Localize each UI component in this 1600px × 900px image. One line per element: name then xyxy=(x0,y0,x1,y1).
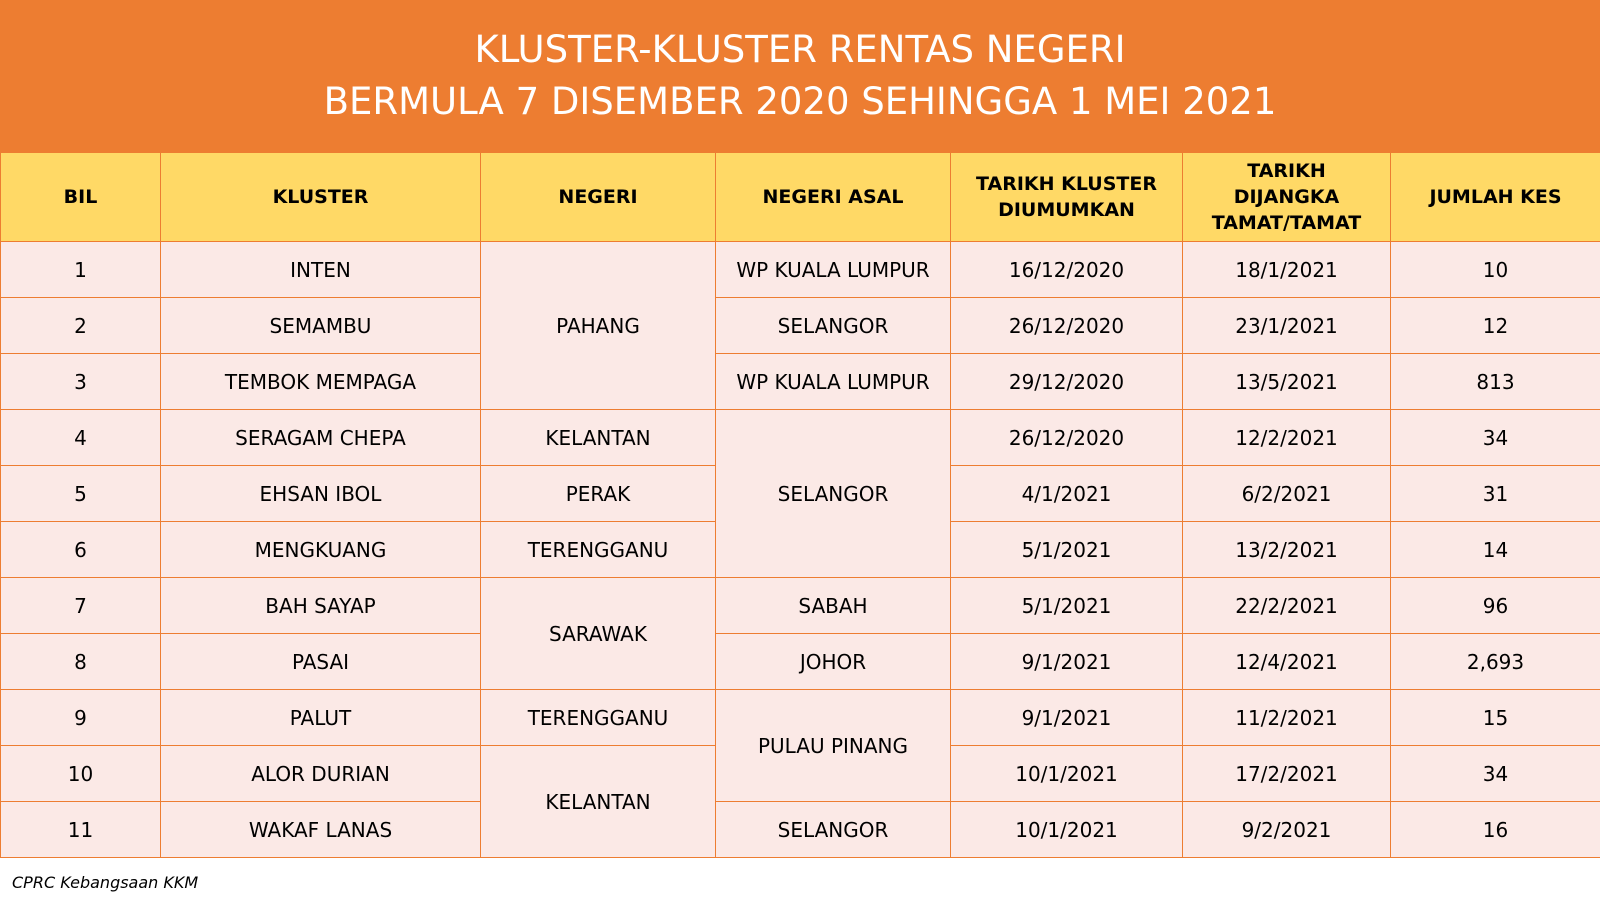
cell-tarikh-diumumkan: 10/1/2021 xyxy=(951,746,1183,802)
cell-tarikh-tamat: 9/2/2021 xyxy=(1183,802,1391,858)
cell-kluster: SEMAMBU xyxy=(161,298,481,354)
header-jumlah-kes: JUMLAH KES xyxy=(1391,153,1600,242)
cell-kluster: PASAI xyxy=(161,634,481,690)
cell-negeri: SARAWAK xyxy=(481,578,716,690)
cell-negeri: TERENGGANU xyxy=(481,522,716,578)
source-credit: CPRC Kebangsaan KKM xyxy=(12,873,199,892)
cell-tarikh-diumumkan: 29/12/2020 xyxy=(951,354,1183,410)
cell-bil: 4 xyxy=(1,410,161,466)
cell-jumlah-kes: 96 xyxy=(1391,578,1600,634)
cell-tarikh-diumumkan: 4/1/2021 xyxy=(951,466,1183,522)
cell-bil: 6 xyxy=(1,522,161,578)
header-tarikh-diumumkan: TARIKH KLUSTER DIUMUMKAN xyxy=(951,153,1183,242)
cell-bil: 5 xyxy=(1,466,161,522)
cell-kluster: INTEN xyxy=(161,242,481,298)
cell-bil: 1 xyxy=(1,242,161,298)
cell-tarikh-tamat: 18/1/2021 xyxy=(1183,242,1391,298)
title-line-1: KLUSTER-KLUSTER RENTAS NEGERI xyxy=(474,28,1126,71)
cell-tarikh-diumumkan: 26/12/2020 xyxy=(951,298,1183,354)
cell-jumlah-kes: 10 xyxy=(1391,242,1600,298)
cell-tarikh-diumumkan: 5/1/2021 xyxy=(951,578,1183,634)
cell-tarikh-tamat: 12/4/2021 xyxy=(1183,634,1391,690)
cell-negeri-asal: WP KUALA LUMPUR xyxy=(716,242,951,298)
cell-negeri-asal: PULAU PINANG xyxy=(716,690,951,802)
cell-negeri-asal: SELANGOR xyxy=(716,410,951,578)
cell-jumlah-kes: 15 xyxy=(1391,690,1600,746)
cell-tarikh-tamat: 13/2/2021 xyxy=(1183,522,1391,578)
cell-tarikh-tamat: 13/5/2021 xyxy=(1183,354,1391,410)
cell-kluster: WAKAF LANAS xyxy=(161,802,481,858)
cell-negeri-asal: WP KUALA LUMPUR xyxy=(716,354,951,410)
cell-tarikh-diumumkan: 9/1/2021 xyxy=(951,634,1183,690)
cell-tarikh-diumumkan: 5/1/2021 xyxy=(951,522,1183,578)
table-row xyxy=(1,690,1600,746)
cell-jumlah-kes: 2,693 xyxy=(1391,634,1600,690)
cell-bil: 8 xyxy=(1,634,161,690)
cell-tarikh-tamat: 6/2/2021 xyxy=(1183,466,1391,522)
table-row xyxy=(1,410,1600,466)
cell-tarikh-diumumkan: 26/12/2020 xyxy=(951,410,1183,466)
cell-jumlah-kes: 12 xyxy=(1391,298,1600,354)
header-tarikh-tamat: TARIKH DIJANGKA TAMAT/TAMAT xyxy=(1183,153,1391,242)
cell-tarikh-tamat: 17/2/2021 xyxy=(1183,746,1391,802)
cell-kluster: ALOR DURIAN xyxy=(161,746,481,802)
cell-tarikh-tamat: 22/2/2021 xyxy=(1183,578,1391,634)
table-row xyxy=(1,578,1600,634)
cell-kluster: MENGKUANG xyxy=(161,522,481,578)
cell-tarikh-diumumkan: 9/1/2021 xyxy=(951,690,1183,746)
header-kluster: KLUSTER xyxy=(161,153,481,242)
cell-tarikh-diumumkan: 10/1/2021 xyxy=(951,802,1183,858)
cell-kluster: PALUT xyxy=(161,690,481,746)
header-negeri: NEGERI xyxy=(481,153,716,242)
header-bil: BIL xyxy=(1,153,161,242)
cell-bil: 2 xyxy=(1,298,161,354)
cell-kluster: SERAGAM CHEPA xyxy=(161,410,481,466)
cell-tarikh-tamat: 11/2/2021 xyxy=(1183,690,1391,746)
table-row xyxy=(1,354,1600,410)
cell-negeri-asal: JOHOR xyxy=(716,634,951,690)
cell-negeri-asal: SELANGOR xyxy=(716,802,951,858)
table-row xyxy=(1,242,1600,298)
title-banner xyxy=(0,0,1600,152)
cell-negeri: KELANTAN xyxy=(481,746,716,858)
cell-tarikh-tamat: 23/1/2021 xyxy=(1183,298,1391,354)
cell-tarikh-diumumkan: 16/12/2020 xyxy=(951,242,1183,298)
cell-kluster: EHSAN IBOL xyxy=(161,466,481,522)
cell-negeri-asal: SELANGOR xyxy=(716,298,951,354)
header-negeri-asal: NEGERI ASAL xyxy=(716,153,951,242)
cell-jumlah-kes: 34 xyxy=(1391,410,1600,466)
cell-tarikh-tamat: 12/2/2021 xyxy=(1183,410,1391,466)
cell-jumlah-kes: 813 xyxy=(1391,354,1600,410)
cell-bil: 7 xyxy=(1,578,161,634)
cell-bil: 3 xyxy=(1,354,161,410)
cell-negeri: TERENGGANU xyxy=(481,690,716,746)
cell-kluster: TEMBOK MEMPAGA xyxy=(161,354,481,410)
cell-bil: 10 xyxy=(1,746,161,802)
cell-jumlah-kes: 16 xyxy=(1391,802,1600,858)
cell-jumlah-kes: 31 xyxy=(1391,466,1600,522)
cell-kluster: BAH SAYAP xyxy=(161,578,481,634)
cell-bil: 11 xyxy=(1,802,161,858)
table-row xyxy=(1,298,1600,354)
cluster-table xyxy=(0,152,1600,858)
cell-negeri: PAHANG xyxy=(481,242,716,410)
cell-negeri: PERAK xyxy=(481,466,716,522)
table-row xyxy=(1,634,1600,690)
cell-bil: 9 xyxy=(1,690,161,746)
table-row xyxy=(1,802,1600,858)
cell-negeri-asal: SABAH xyxy=(716,578,951,634)
table-header-row xyxy=(1,153,1600,242)
cell-jumlah-kes: 34 xyxy=(1391,746,1600,802)
cell-negeri: KELANTAN xyxy=(481,410,716,466)
title-line-2: BERMULA 7 DISEMBER 2020 SEHINGGA 1 MEI 2021 xyxy=(323,80,1277,123)
cell-jumlah-kes: 14 xyxy=(1391,522,1600,578)
